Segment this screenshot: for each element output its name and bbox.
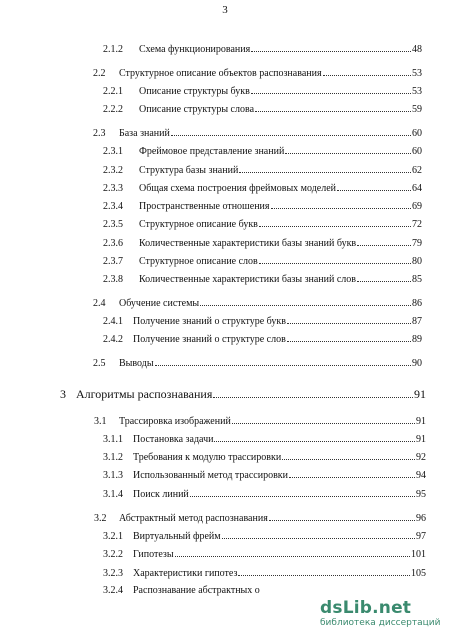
toc-entry-number: 2.2 xyxy=(93,68,106,79)
toc-entry-page: 86 xyxy=(412,298,422,309)
toc-entry-number: 3.1.3 xyxy=(103,470,123,481)
toc-entry-title: Обучение системы xyxy=(119,298,200,309)
toc-entry-number: 3.2.2 xyxy=(103,549,123,560)
toc-dot-leader xyxy=(323,67,411,76)
watermark-logo: dsLib.net xyxy=(320,598,412,618)
toc-dot-leader xyxy=(238,567,410,576)
toc-entry xyxy=(93,67,422,80)
toc-entry-page: 91 xyxy=(414,387,426,401)
toc-entry-number: 2.3.6 xyxy=(103,238,123,249)
toc-entry-number: 2.2.2 xyxy=(103,104,123,115)
toc-entry xyxy=(94,512,426,525)
toc-entry-page: 60 xyxy=(412,128,422,139)
toc-entry xyxy=(93,127,422,140)
toc-entry-title: Абстрактный метод распознавания xyxy=(119,513,268,524)
toc-entry-number: 3.1.4 xyxy=(103,489,123,500)
toc-entry-number: 2.4.1 xyxy=(103,316,123,327)
toc-dot-leader xyxy=(259,255,411,264)
toc-entry xyxy=(103,200,422,213)
toc-entry xyxy=(103,488,426,501)
toc-dot-leader xyxy=(251,43,411,52)
toc-entry-number: 2.3.5 xyxy=(103,219,123,230)
toc-entry xyxy=(103,333,422,346)
toc-entry xyxy=(93,357,422,370)
toc-entry-page: 64 xyxy=(412,183,422,194)
toc-entry-page: 95 xyxy=(416,489,426,500)
toc-entry xyxy=(103,585,280,597)
toc-entry-page: 94 xyxy=(416,470,426,481)
toc-entry-title: Общая схема построения фреймовых моделей xyxy=(139,183,337,194)
toc-entry-page: 101 xyxy=(411,549,426,560)
toc-entry-title: Схема функционирования xyxy=(139,44,251,55)
toc-entry-page: 80 xyxy=(412,256,422,267)
toc-entry-number: 2.5 xyxy=(93,358,106,369)
toc-entry-number: 2.3.1 xyxy=(103,146,123,157)
toc-entry xyxy=(103,237,422,250)
toc-entry xyxy=(103,103,422,116)
toc-entry xyxy=(103,255,422,268)
toc-entry-title: Гипотезы xyxy=(133,549,174,560)
toc-entry-page: 60 xyxy=(412,146,422,157)
toc-entry-title: Распознавание абстрактных о xyxy=(133,585,260,596)
toc-entry-number: 3.2.4 xyxy=(103,585,123,596)
toc-entry-title: Фреймовое представление знаний xyxy=(139,146,285,157)
toc-dot-leader xyxy=(357,273,411,282)
toc-entry-page: 97 xyxy=(416,531,426,542)
toc-entry-number: 2.3.2 xyxy=(103,165,123,176)
toc-dot-leader xyxy=(155,357,411,366)
toc-entry-page: 79 xyxy=(412,238,422,249)
toc-entry-title: Выводы xyxy=(119,358,154,369)
toc-entry-title: Количественные характеристики базы знаний букв xyxy=(139,238,357,249)
toc-entry-title: База знаний xyxy=(119,128,170,139)
toc-entry-title: Структурное описание слов xyxy=(139,256,258,267)
toc-dot-leader xyxy=(251,85,411,94)
toc-entry xyxy=(60,387,426,401)
toc-entry-title: Количественные характеристики базы знаний слов xyxy=(139,274,357,285)
toc-entry-number: 3 xyxy=(60,387,66,401)
toc-entry xyxy=(103,182,422,195)
toc-dot-leader xyxy=(214,433,415,442)
toc-entry-page: 91 xyxy=(416,416,426,427)
toc-dot-leader xyxy=(232,415,415,424)
toc-entry-title: Описание структуры слова xyxy=(139,104,255,115)
toc-dot-leader xyxy=(190,488,415,497)
toc-dot-leader xyxy=(357,237,411,246)
toc-entry-number: 2.3 xyxy=(93,128,106,139)
toc-entry xyxy=(103,43,422,56)
watermark-subtitle: библиотека диссертаций xyxy=(320,618,441,628)
toc-entry xyxy=(103,433,426,446)
toc-entry-title: Алгоритмы распознавания xyxy=(76,387,213,401)
watermark xyxy=(320,596,444,634)
toc-dot-leader xyxy=(287,315,411,324)
toc-entry-title: Виртуальный фрейм xyxy=(133,531,221,542)
toc-entry-title: Постановка задачи xyxy=(133,434,214,445)
toc-dot-leader xyxy=(289,469,415,478)
toc-entry-number: 3.2.1 xyxy=(103,531,123,542)
toc-dot-leader xyxy=(239,164,411,173)
toc-entry xyxy=(103,218,422,231)
toc-entry-title: Пространственные отношения xyxy=(139,201,270,212)
toc-entry-title: Описание структуры букв xyxy=(139,86,250,97)
toc-entry-page: 89 xyxy=(412,334,422,345)
toc-entry-page: 90 xyxy=(412,358,422,369)
toc-entry xyxy=(103,530,426,543)
toc-entry-title: Структурное описание букв xyxy=(139,219,258,230)
toc-entry xyxy=(103,315,422,328)
toc-entry-title: Требования к модулю трассировки xyxy=(133,452,282,463)
toc-entry-title: Структурное описание объектов распознавания xyxy=(119,68,322,79)
toc-entry xyxy=(103,451,426,464)
toc-entry-page: 87 xyxy=(412,316,422,327)
toc-entry-page: 62 xyxy=(412,165,422,176)
toc-entry-title: Получение знаний о структуре слов xyxy=(133,334,286,345)
toc-entry-number: 2.4.2 xyxy=(103,334,123,345)
toc-entry-number: 3.2 xyxy=(94,513,107,524)
toc-entry-page: 91 xyxy=(416,434,426,445)
toc-entry-page: 105 xyxy=(411,568,426,579)
toc-entry-page: 59 xyxy=(412,104,422,115)
toc-entry xyxy=(103,469,426,482)
toc-entry-page: 53 xyxy=(412,68,422,79)
toc-dot-leader xyxy=(285,145,411,154)
toc-entry-title: Трассировка изображений xyxy=(119,416,231,427)
toc-dot-leader xyxy=(337,182,411,191)
page-number: 3 xyxy=(222,4,228,16)
toc-entry-title: Использованный метод трассировки xyxy=(133,470,289,481)
toc-entry-number: 2.3.8 xyxy=(103,274,123,285)
toc-entry xyxy=(103,164,422,177)
toc-dot-leader xyxy=(287,333,411,342)
toc-dot-leader xyxy=(213,387,413,398)
toc-entry-title: Структура базы знаний xyxy=(139,165,239,176)
toc-entry xyxy=(103,567,426,580)
toc-entry-page: 69 xyxy=(412,201,422,212)
toc-entry-title: Поиск линий xyxy=(133,489,189,500)
toc-dot-leader xyxy=(255,103,411,112)
toc-entry-number: 3.2.3 xyxy=(103,568,123,579)
toc-entry-page: 72 xyxy=(412,219,422,230)
toc-entry-page: 96 xyxy=(416,513,426,524)
toc-entry-title: Получение знаний о структуре букв xyxy=(133,316,286,327)
toc-entry-page: 85 xyxy=(412,274,422,285)
toc-entry-number: 2.4 xyxy=(93,298,106,309)
toc-entry-number: 2.3.7 xyxy=(103,256,123,267)
toc-entry-title: Характеристики гипотез xyxy=(133,568,238,579)
toc-entry xyxy=(103,145,422,158)
toc-entry-page: 48 xyxy=(412,44,422,55)
toc-entry-page: 53 xyxy=(412,86,422,97)
toc-entry-page: 92 xyxy=(416,452,426,463)
toc-dot-leader xyxy=(259,218,411,227)
toc-dot-leader xyxy=(200,297,411,306)
toc-entry-number: 3.1.1 xyxy=(103,434,123,445)
toc-dot-leader xyxy=(271,200,412,209)
toc-entry-number: 2.3.3 xyxy=(103,183,123,194)
toc-entry xyxy=(103,273,422,286)
toc-entry-number: 3.1.2 xyxy=(103,452,123,463)
toc-entry-number: 2.3.4 xyxy=(103,201,123,212)
toc-entry-number: 3.1 xyxy=(94,416,107,427)
toc-entry xyxy=(94,415,426,428)
toc-dot-leader xyxy=(282,451,415,460)
toc-dot-leader xyxy=(269,512,415,521)
toc-entry-number: 2.2.1 xyxy=(103,86,123,97)
toc-entry xyxy=(103,85,422,98)
toc-entry xyxy=(93,297,422,310)
toc-dot-leader xyxy=(171,127,411,136)
toc-dot-leader xyxy=(175,548,410,557)
toc-dot-leader xyxy=(222,530,415,539)
toc-entry-number: 2.1.2 xyxy=(103,44,123,55)
toc-entry xyxy=(103,548,426,561)
